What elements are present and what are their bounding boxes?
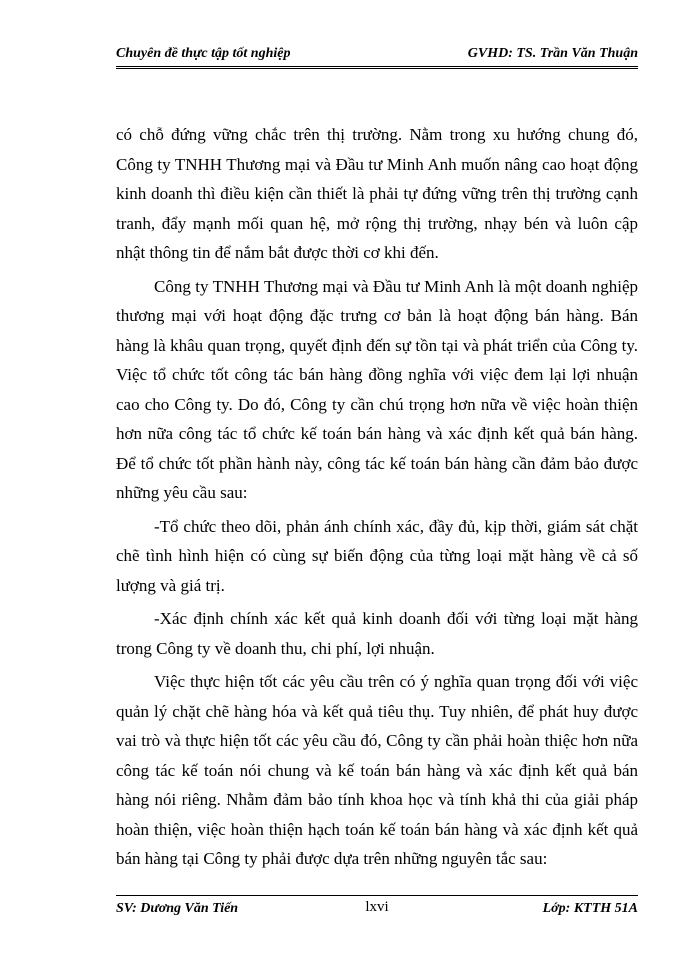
paragraph-4: -Xác định chính xác kết quả kinh doanh đối với từng loại mặt hàng trong Công ty về doanh thu, chi phí, lợi nhuận. — [116, 609, 638, 658]
paragraph-1: có chỗ đứng vững chắc trên thị trường. Nằm trong xu hướng chung đó, Công ty TNHH Thương mại và Đầu tư Minh Anh muốn nâng cao hoạt động kinh doanh thì điều kiện cần thiết là phải tự đứng vững trên thị trường cạnh tranh, đẩy mạnh mối quan hệ, mở rộng thị trường, nhạy bén và luôn cập nhật thông tin để nắm bắt được thời cơ khi đến. — [116, 125, 638, 262]
header-supervisor: GVHD: TS. Trần Văn Thuận — [467, 46, 638, 61]
footer-class: Lớp: KTTH 51A — [542, 901, 638, 916]
page-body — [116, 120, 638, 878]
paragraph-5: Việc thực hiện tốt các yêu cầu trên có ý nghĩa quan trọng đối với việc quản lý chặt chẽ hàng hóa và kết quả tiêu thụ. Tuy nhiên, để phát huy được vai trò và thực hiện tốt các yêu cầu đó, Công ty cần phải hoàn thiệc hơn nữa công tác kế toán nói chung và kế toán bán hàng và xác định kết quả bán hàng nói riêng. Nhằm đảm bảo tính khoa học và tính khả thi của giải pháp hoàn thiện, việc hoàn thiện hạch toán kế toán bán hàng và xác định kết quả bán hàng tại Công ty phải được dựa trên những nguyên tắc sau: — [116, 672, 638, 868]
paragraph-2: Công ty TNHH Thương mại và Đầu tư Minh Anh là một doanh nghiệp thương mại với hoạt động đặc trưng cơ bản là hoạt động bán hàng. Bán hàng là khâu quan trọng, quyết định đến sự tồn tại và phát triển của Công ty. Việc tổ chức tốt công tác bán hàng đồng nghĩa với việc đem lại lợi nhuận cao cho Công ty. Do đó, Công ty cần chú trọng hơn nữa về việc hoàn thiện hơn nữa công tác tổ chức kế toán bán hàng và xác định kết quả bán hàng. Để tổ chức tốt phần hành này, công tác kế toán bán hàng cần đảm bảo được những yêu cầu sau: — [116, 276, 638, 502]
footer-student: SV: Dương Văn Tiến — [116, 901, 239, 916]
page-header — [116, 44, 638, 69]
page-number: lxvi — [365, 899, 389, 915]
paragraph-3: -Tổ chức theo dõi, phản ánh chính xác, đầy đủ, kịp thời, giám sát chặt chẽ tình hình hiện có cùng sự biến động của từng loại mặt hàng về cả số lượng và giá trị. — [116, 516, 638, 595]
page-footer — [116, 895, 638, 920]
header-left-title: Chuyên đề thực tập tốt nghiệp — [116, 46, 291, 61]
